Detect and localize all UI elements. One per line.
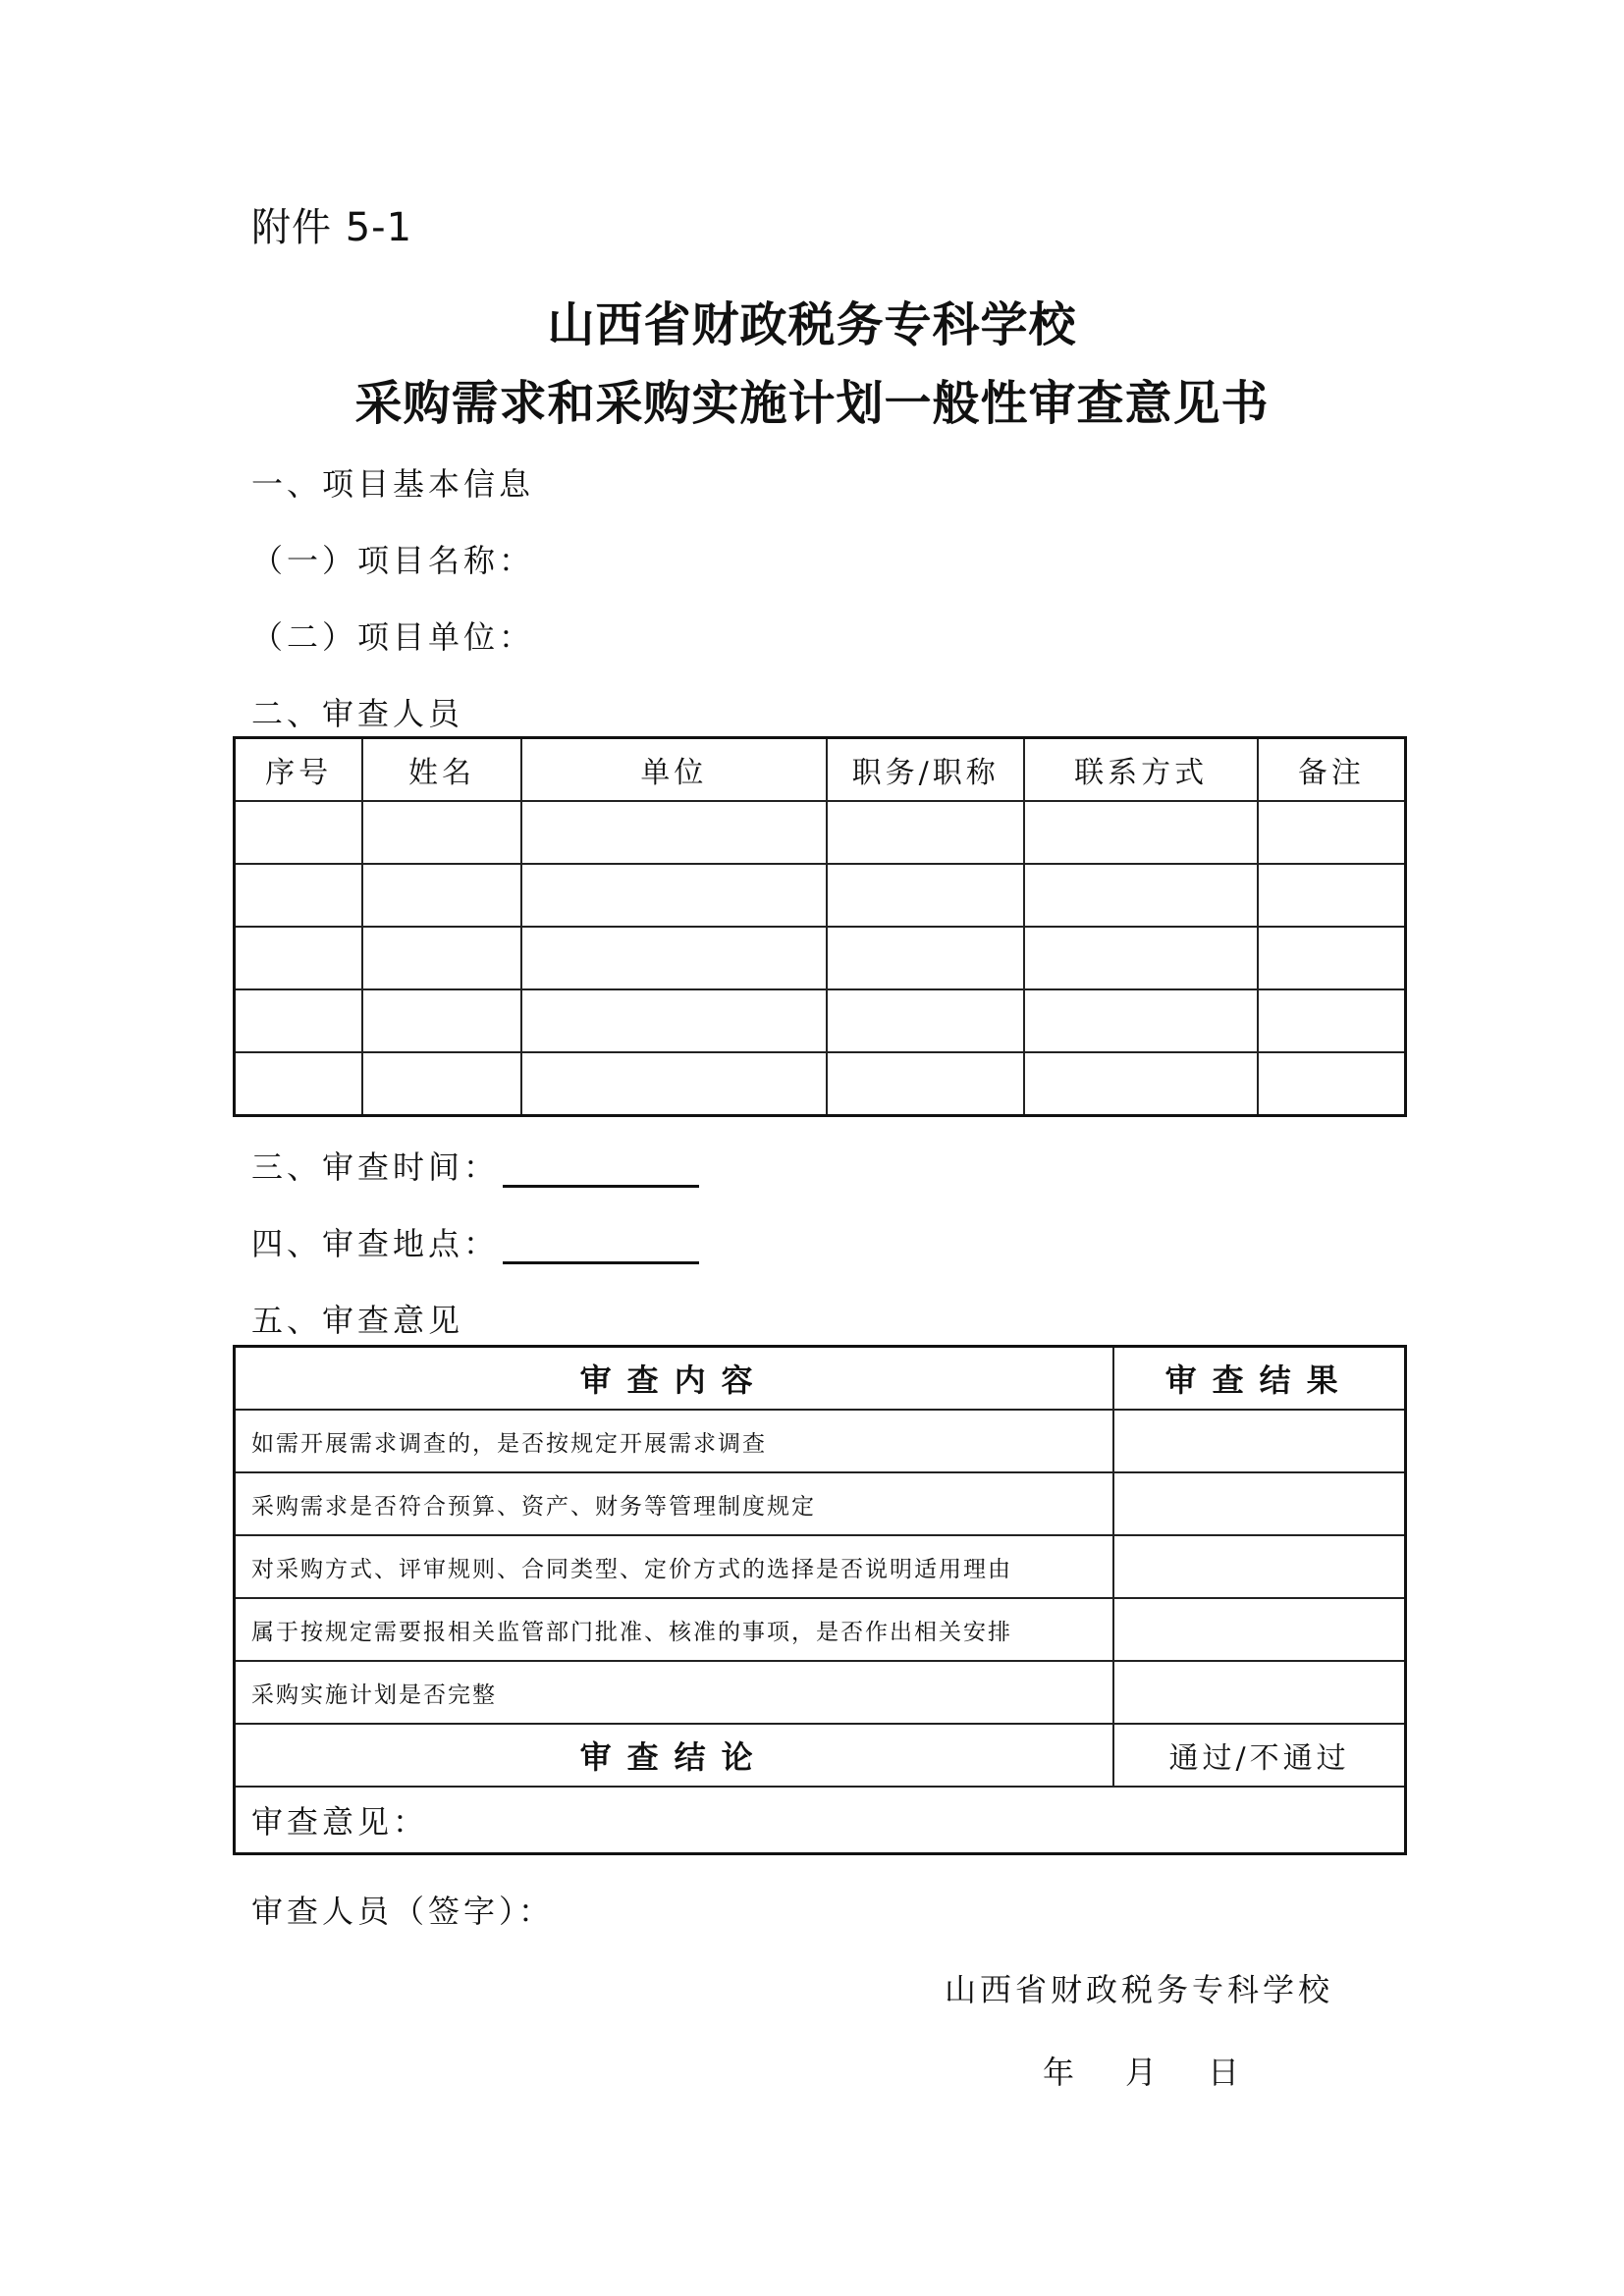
column-header: 姓名 (362, 738, 521, 802)
column-header-result: 审查结果 (1113, 1347, 1405, 1411)
footer-org: 山西省财政税务专科学校 (945, 1971, 1334, 2008)
review-result-cell[interactable] (1113, 1535, 1405, 1598)
table-cell[interactable] (521, 801, 827, 864)
review-result-cell[interactable] (1113, 1472, 1405, 1535)
attachment-label: 附件 5-1 (251, 205, 413, 250)
table-cell[interactable] (362, 801, 521, 864)
review-item: 采购实施计划是否完整 (235, 1661, 1114, 1724)
section2-heading: 二、审查人员 (251, 695, 464, 732)
review-place-label: 四、审查地点： (251, 1225, 500, 1262)
review-result-cell[interactable] (1113, 1598, 1405, 1661)
signature-label: 审查人员（签字）： (251, 1893, 555, 1930)
table-row (235, 1472, 1406, 1535)
table-cell[interactable] (827, 1052, 1025, 1116)
project-unit-label: （二）项目单位： (251, 618, 535, 656)
table-row (235, 1535, 1406, 1598)
table-cell[interactable] (521, 1052, 827, 1116)
opinion-row (235, 1787, 1406, 1854)
column-header: 职务/职称 (827, 738, 1025, 802)
table-cell[interactable] (827, 801, 1025, 864)
review-place-field[interactable] (503, 1232, 699, 1264)
table-cell[interactable] (1258, 1052, 1406, 1116)
table-cell[interactable] (235, 864, 363, 927)
table-cell[interactable] (1258, 927, 1406, 989)
table-cell[interactable] (362, 927, 521, 989)
table-cell[interactable] (235, 927, 363, 989)
review-time-field[interactable] (503, 1155, 699, 1188)
date-day: 日 (1208, 2054, 1244, 2091)
table-cell[interactable] (1024, 864, 1257, 927)
table-cell[interactable] (521, 927, 827, 989)
review-result-cell[interactable] (1113, 1661, 1405, 1724)
review-table-header (235, 1347, 1406, 1411)
staff-table-header (235, 738, 1406, 802)
table-cell[interactable] (1024, 801, 1257, 864)
table-row (235, 1410, 1406, 1472)
table-cell[interactable] (827, 989, 1025, 1052)
table-cell[interactable] (235, 801, 363, 864)
review-item: 如需开展需求调查的，是否按规定开展需求调查 (235, 1410, 1114, 1472)
table-row (235, 927, 1406, 989)
table-row (235, 1052, 1406, 1116)
review-time-row (251, 1143, 699, 1188)
conclusion-value[interactable]: 通过/不通过 (1113, 1724, 1405, 1787)
review-result-cell[interactable] (1113, 1410, 1405, 1472)
table-cell[interactable] (1258, 864, 1406, 927)
review-time-label: 三、审查时间： (251, 1148, 500, 1186)
table-row (235, 864, 1406, 927)
table-row (235, 1598, 1406, 1661)
document-title-line2: 采购需求和采购实施计划一般性审查意见书 (354, 376, 1270, 431)
review-item: 对采购方式、评审规则、合同类型、定价方式的选择是否说明适用理由 (235, 1535, 1114, 1598)
date-year: 年 (1043, 2054, 1079, 2091)
column-header-content: 审查内容 (235, 1347, 1114, 1411)
conclusion-row (235, 1724, 1406, 1787)
column-header: 备注 (1258, 738, 1406, 802)
table-cell[interactable] (827, 927, 1025, 989)
review-item: 采购需求是否符合预算、资产、财务等管理制度规定 (235, 1472, 1114, 1535)
table-cell[interactable] (1024, 927, 1257, 989)
table-row (235, 989, 1406, 1052)
table-cell[interactable] (235, 1052, 363, 1116)
table-cell[interactable] (362, 864, 521, 927)
review-table (233, 1345, 1407, 1855)
column-header: 单位 (521, 738, 827, 802)
conclusion-label: 审查结论 (235, 1724, 1114, 1787)
table-row (235, 801, 1406, 864)
table-cell[interactable] (1258, 989, 1406, 1052)
section1-heading: 一、项目基本信息 (251, 465, 535, 503)
document-title-line1: 山西省财政税务专科学校 (547, 297, 1077, 352)
table-cell[interactable] (521, 989, 827, 1052)
table-cell[interactable] (235, 989, 363, 1052)
table-cell[interactable] (1024, 1052, 1257, 1116)
table-cell[interactable] (362, 989, 521, 1052)
review-place-row (251, 1219, 699, 1264)
column-header: 联系方式 (1024, 738, 1257, 802)
table-cell[interactable] (827, 864, 1025, 927)
staff-table (233, 736, 1407, 1117)
review-item: 属于按规定需要报相关监管部门批准、核准的事项，是否作出相关安排 (235, 1598, 1114, 1661)
table-cell[interactable] (362, 1052, 521, 1116)
date-month: 月 (1125, 2054, 1162, 2091)
table-cell[interactable] (1258, 801, 1406, 864)
project-name-label: （一）项目名称： (251, 542, 535, 579)
table-cell[interactable] (1024, 989, 1257, 1052)
column-header: 序号 (235, 738, 363, 802)
table-cell[interactable] (521, 864, 827, 927)
opinion-label[interactable]: 审查意见： (235, 1787, 1406, 1854)
section5-heading: 五、审查意见 (251, 1302, 464, 1339)
table-row (235, 1661, 1406, 1724)
